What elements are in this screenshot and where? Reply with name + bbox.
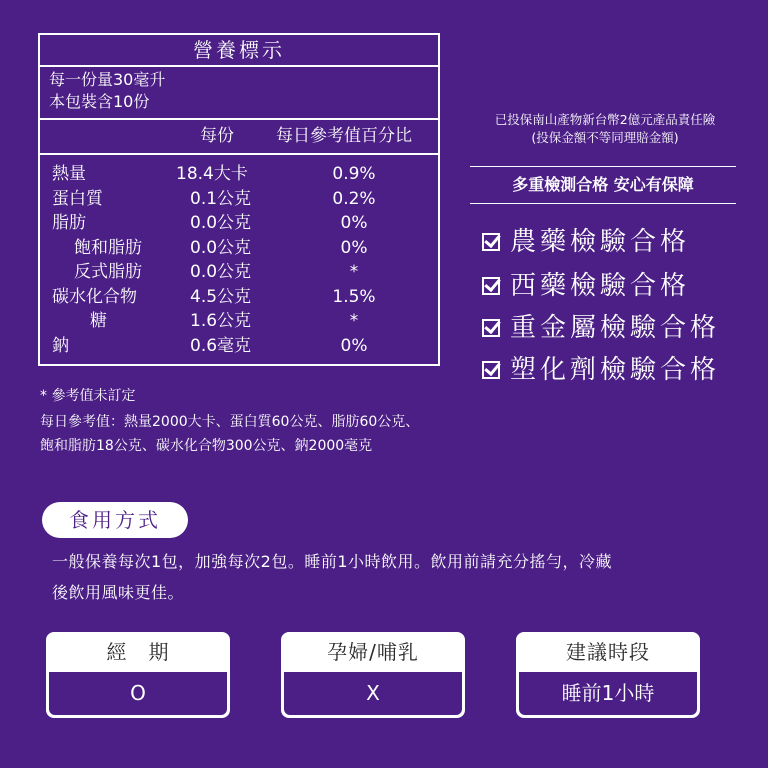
info-box-heading: 經 期 [106, 640, 170, 664]
nutrient-name: 熱量 [52, 164, 86, 184]
nutrient-per-serving: 18.4大卡 [176, 164, 248, 184]
nutrient-name: 脂肪 [52, 213, 86, 233]
info-box-value: X [284, 672, 462, 715]
column-per-serving: 每份 [200, 126, 234, 146]
checkbox-checked-icon [482, 361, 500, 379]
note-not-defined: * 參考值未訂定 [40, 388, 136, 404]
nutrient-daily-percent: 0.9% [332, 164, 376, 184]
test-item [482, 226, 690, 258]
nutrient-per-serving: 4.5公克 [190, 286, 252, 307]
nutrient-name: 鈉 [52, 335, 69, 356]
info-box-heading: 建議時段 [566, 640, 650, 664]
info-box-timing [516, 632, 700, 718]
nutrition-title: 營養標示 [193, 38, 285, 62]
info-box-value: O [49, 672, 227, 715]
nutrient-daily-percent: 1.5% [332, 286, 376, 307]
nutrient-name: 糖 [90, 311, 107, 331]
test-item-label: 農藥檢驗合格 [510, 227, 691, 257]
usage-line: 一般保養每次1包，加強每次2包。睡前1小時飲用。飲用前請充分搖勻，冷藏 [52, 552, 613, 571]
info-box-heading: 孕婦/哺乳 [327, 640, 419, 664]
test-item [482, 270, 690, 302]
divider [40, 118, 438, 120]
nutrient-per-serving: 0.0公克 [190, 237, 252, 258]
test-item-label: 重金屬檢驗合格 [510, 313, 721, 343]
insurance-statement: 已投保南山產物新台幣2億元產品責任險 [494, 112, 716, 127]
nutrient-name: 碳水化合物 [52, 286, 137, 307]
nutrient-name: 飽和脂肪 [74, 237, 142, 258]
nutrient-per-serving: 1.6公克 [190, 311, 252, 331]
nutrient-per-serving: 0.6毫克 [190, 335, 252, 356]
usage-label: 食用方式 [42, 502, 188, 538]
note-daily-reference: 每日參考值：熱量2000大卡、蛋白質60公克、脂肪60公克、 [40, 414, 420, 430]
test-item [482, 312, 720, 344]
nutrient-per-serving: 0.1公克 [190, 188, 252, 209]
nutrient-daily-percent: 0.2% [332, 188, 376, 209]
insurance-disclaimer: (投保金額不等同理賠金額) [531, 130, 679, 145]
nutrition-table [38, 33, 440, 366]
nutrient-daily-percent: 0% [340, 213, 368, 233]
column-daily-percent: 每日參考值百分比 [276, 126, 412, 146]
checkbox-checked-icon [482, 319, 500, 337]
checkbox-checked-icon [482, 233, 500, 251]
nutrient-per-serving: 0.0公克 [190, 262, 252, 282]
checkbox-checked-icon [482, 277, 500, 295]
nutrient-per-serving: 0.0公克 [190, 213, 252, 233]
divider [40, 65, 438, 67]
nutrient-daily-percent: 0% [340, 335, 368, 356]
test-item-label: 塑化劑檢驗合格 [510, 355, 721, 385]
servings-per-pack: 本包裝含10份 [49, 92, 150, 111]
testing-title: 多重檢測合格 安心有保障 [470, 166, 736, 204]
usage-line: 後飲用風味更佳。 [52, 583, 185, 602]
nutrient-daily-percent: * [349, 311, 359, 331]
nutrient-daily-percent: 0% [340, 237, 368, 258]
serving-size: 每一份量30毫升 [49, 70, 166, 89]
nutrient-daily-percent: * [349, 262, 359, 282]
info-box-value: 睡前1小時 [519, 672, 697, 715]
divider [40, 153, 438, 155]
info-box-pregnancy [281, 632, 465, 718]
usage-instructions [52, 546, 732, 608]
test-item [482, 354, 720, 386]
note-daily-reference: 飽和脂肪18公克、碳水化合物300公克、鈉2000毫克 [40, 438, 373, 454]
nutrient-name: 蛋白質 [52, 188, 103, 209]
nutrient-name: 反式脂肪 [74, 262, 142, 282]
info-box-menstruation [46, 632, 230, 718]
test-item-label: 西藥檢驗合格 [510, 271, 691, 301]
